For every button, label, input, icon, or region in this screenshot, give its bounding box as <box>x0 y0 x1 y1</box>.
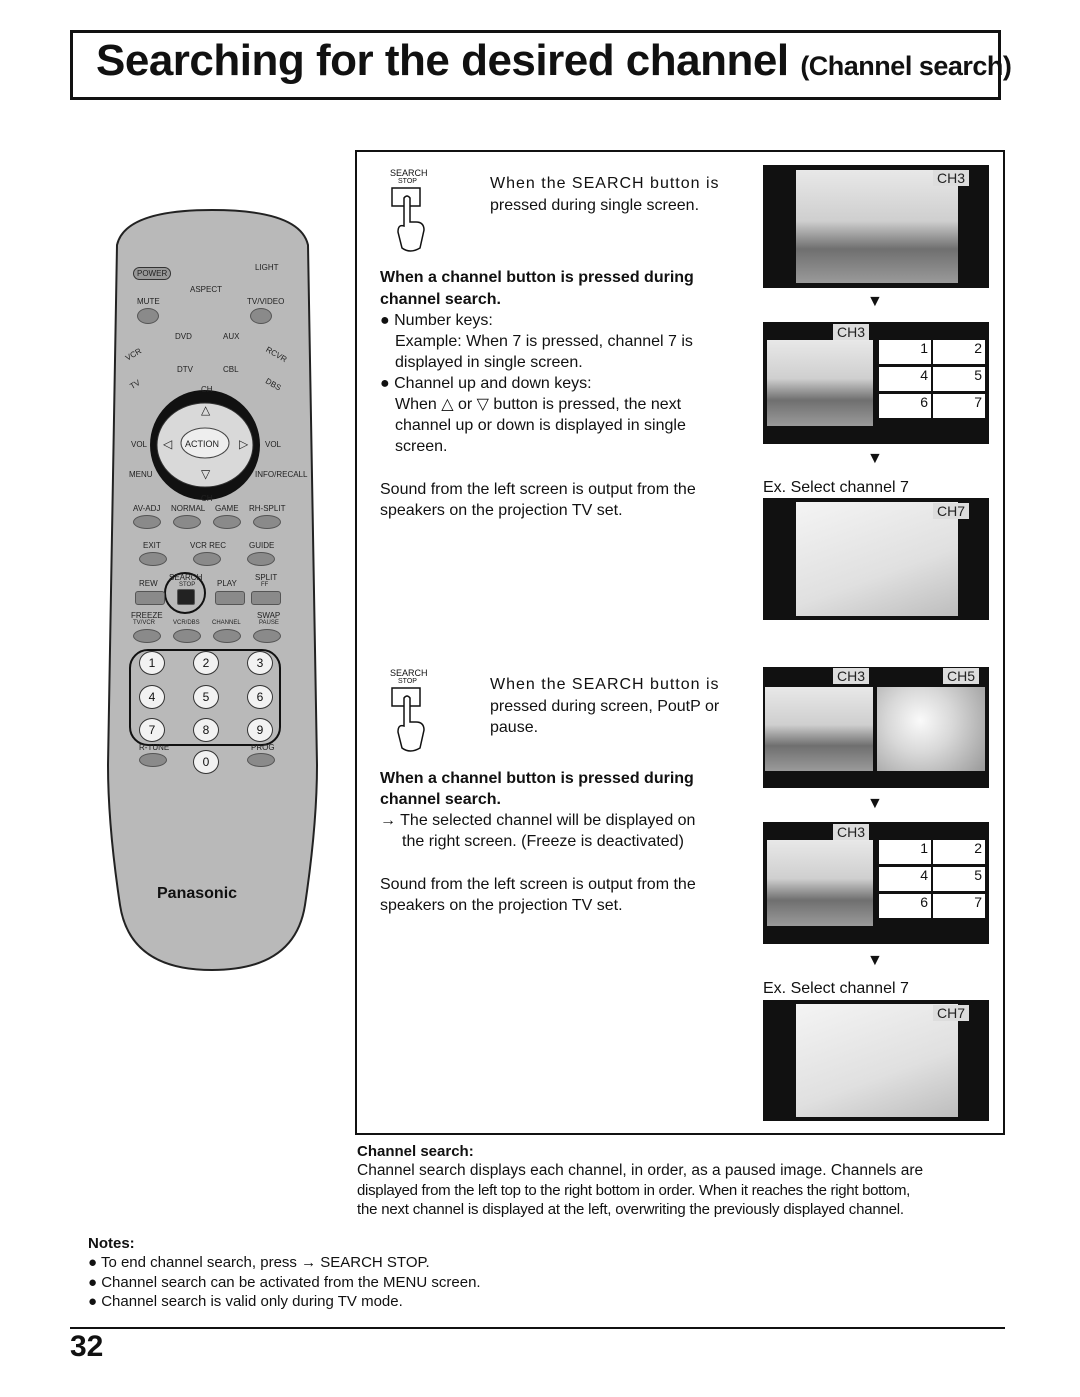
normal-button[interactable] <box>173 515 201 529</box>
s2-heading-line1: When a channel button is pressed during <box>380 770 694 787</box>
ch-down-label: CH <box>201 494 213 503</box>
vol-left-label: VOL <box>131 440 148 449</box>
tv-video-label: TV/VIDEO <box>247 297 285 306</box>
grid-cell-4: 4 <box>879 367 931 391</box>
s2-screen2-ch-label: CH3 <box>833 824 869 840</box>
prog-button[interactable] <box>247 753 275 767</box>
dome-image-small <box>767 840 873 926</box>
rh-split-button[interactable] <box>253 515 281 529</box>
swap-label: SWAP <box>257 611 281 620</box>
grid-cell-1: 1 <box>879 840 931 864</box>
stop-label: STOP <box>179 582 196 588</box>
finger-press-icon <box>390 686 430 756</box>
s2-intro-line3: pause. <box>490 719 539 736</box>
rcvr-button[interactable]: RCVR <box>264 344 289 365</box>
num-5-button[interactable]: 5 <box>193 685 219 709</box>
footer-divider <box>70 1327 1005 1329</box>
s2-sound-line2: speakers on the projection TV set. <box>380 897 623 914</box>
brand-logo: Panasonic <box>157 885 238 902</box>
note-item: ● Channel search is valid only during TV mode. <box>88 1293 403 1310</box>
r-tune-button[interactable] <box>139 753 167 767</box>
s2-screen-result <box>763 1000 989 1121</box>
s1-sound-line1: Sound from the left screen is output from the <box>380 481 696 498</box>
page-number: 32 <box>70 1330 104 1363</box>
s2-select-caption: Ex. Select channel 7 <box>763 980 909 997</box>
guide-button[interactable] <box>247 552 275 566</box>
num-8-button[interactable]: 8 <box>193 718 219 742</box>
aux-button[interactable]: AUX <box>223 332 240 341</box>
football-image <box>796 502 958 616</box>
game-button[interactable] <box>213 515 241 529</box>
s2-heading-line2: channel search. <box>380 791 501 808</box>
s2-screen-split <box>763 667 989 788</box>
vcr-rec-button[interactable] <box>193 552 221 566</box>
s1-screen1-ch-label: CH3 <box>933 170 969 186</box>
title-sub-text: (Channel search) <box>800 51 1012 81</box>
ch-down-arrow-icon[interactable]: ▽ <box>201 467 211 481</box>
s1-heading-line2: channel search. <box>380 291 501 308</box>
grid-cell-5: 5 <box>933 867 985 891</box>
split-label: SPLIT <box>255 573 278 582</box>
tv-vcr-label: TV/VCR <box>133 620 156 626</box>
guide-label: GUIDE <box>249 541 275 550</box>
down-arrow-icon: ▼ <box>867 795 883 812</box>
remote-body <box>105 205 320 975</box>
dbs-button[interactable]: DBS <box>263 376 283 393</box>
grid-cell-7: 7 <box>933 894 985 918</box>
freeze-button[interactable] <box>133 629 161 643</box>
note-item: ● Channel search can be activated from the MENU screen. <box>88 1274 481 1291</box>
channel-search-line3: the next channel is displayed at the left, overwriting the previously displayed channel. <box>357 1201 904 1218</box>
s1-sound-line2: speakers on the projection TV set. <box>380 502 623 519</box>
freeze-label: FREEZE <box>131 611 163 620</box>
num-3-button[interactable]: 3 <box>247 651 273 675</box>
ff-button[interactable] <box>251 591 281 605</box>
s1-intro-line2: pressed during single screen. <box>490 197 700 214</box>
s2-arrow-line2: the right screen. (Freeze is deactivated) <box>402 833 684 850</box>
vol-right-label: VOL <box>265 440 282 449</box>
swap-button[interactable] <box>253 629 281 643</box>
num-2-button[interactable]: 2 <box>193 651 219 675</box>
vcr-button[interactable]: VCR <box>123 346 144 363</box>
recall-label[interactable]: INFO/RECALL <box>255 470 308 479</box>
search-button-illustration-2 <box>390 668 450 758</box>
s1-bullet-up-down: ● Channel up and down keys: <box>380 375 592 392</box>
channel-search-line1: Channel search displays each channel, in order, as a paused image. Channels are <box>357 1162 924 1179</box>
finger-press-icon <box>390 186 430 256</box>
search-button-illustration-1 <box>390 168 450 258</box>
channel-search-heading: Channel search: <box>357 1143 474 1160</box>
vol-up-arrow-icon[interactable]: ▷ <box>239 437 249 451</box>
grid-cell-7: 7 <box>933 394 985 418</box>
dome-image-small <box>767 340 873 426</box>
down-arrow-icon: ▼ <box>867 450 883 467</box>
num-1-button[interactable]: 1 <box>139 651 165 675</box>
play-label: PLAY <box>217 579 237 588</box>
num-6-button[interactable]: 6 <box>247 685 273 709</box>
grid-cell-2: 2 <box>933 340 985 364</box>
s1-updown-line3: screen. <box>395 438 448 455</box>
game-label: GAME <box>215 504 239 513</box>
pause-label: PAUSE <box>259 620 279 626</box>
s1-screen2-ch-label: CH3 <box>833 324 869 340</box>
r-tune-label: R-TUNE <box>139 743 170 752</box>
exit-label: EXIT <box>143 541 161 550</box>
grid-cell-6: 6 <box>879 894 931 918</box>
vcr-rec-label: VCR REC <box>190 541 227 550</box>
s2-screen1-right-ch-label: CH5 <box>943 668 979 684</box>
search-label: SEARCH <box>169 573 203 582</box>
ch-up-arrow-icon[interactable]: △ <box>201 403 211 417</box>
menu-label[interactable]: MENU <box>129 470 153 479</box>
rew-button[interactable] <box>135 591 165 605</box>
grid-cell-1: 1 <box>879 340 931 364</box>
flower-image <box>877 687 985 771</box>
s1-heading-line1: When a channel button is pressed during <box>380 269 694 286</box>
s1-screen3-ch-label: CH7 <box>933 503 969 519</box>
tv-video-button[interactable] <box>250 308 272 324</box>
note-item: ● To end channel search, press → SEARCH STOP. <box>88 1254 430 1271</box>
num-4-button[interactable]: 4 <box>139 685 165 709</box>
s1-bullet-number-keys: ● Number keys: <box>380 312 493 329</box>
search-btn-sub-1: STOP <box>398 178 417 185</box>
s2-intro-line2: pressed during screen, PoutP or <box>490 698 720 715</box>
down-arrow-icon: ▼ <box>867 952 883 969</box>
num-9-button[interactable]: 9 <box>247 718 273 742</box>
dtv-button[interactable]: DTV <box>177 365 193 374</box>
av-adj-label: AV-ADJ <box>133 504 161 513</box>
dome-image-split <box>765 687 873 771</box>
action-button[interactable]: ACTION <box>185 439 220 449</box>
s2-screen-multi <box>763 822 989 944</box>
exit-button[interactable] <box>139 552 167 566</box>
remote-control <box>105 205 320 975</box>
s2-intro-line1: When the SEARCH button is <box>490 676 720 693</box>
play-button[interactable] <box>215 591 245 605</box>
title-main-text: Searching for the desired channel <box>96 36 789 85</box>
av-adj-button[interactable] <box>133 515 161 529</box>
s1-updown-line2: channel up or down is displayed in single <box>395 417 686 434</box>
s1-example-line2: displayed in single screen. <box>395 354 583 371</box>
channel-search-line2: displayed from the left top to the right bottom in order. When it reaches the right bottom, <box>357 1182 911 1199</box>
grid-cell-6: 6 <box>879 394 931 418</box>
search-btn-label-2: SEARCH <box>390 668 428 678</box>
s1-select-caption: Ex. Select channel 7 <box>763 479 909 496</box>
grid-cell-4: 4 <box>879 867 931 891</box>
search-btn-label-1: SEARCH <box>390 168 428 178</box>
page-title <box>96 36 1011 86</box>
rew-label: REW <box>139 579 158 588</box>
s2-screen3-ch-label: CH7 <box>933 1005 969 1021</box>
s1-screen-result <box>763 498 989 620</box>
light-label: LIGHT <box>255 263 279 272</box>
normal-label: NORMAL <box>171 504 206 513</box>
aspect-label: ASPECT <box>190 285 223 294</box>
s1-screen-single <box>763 165 989 288</box>
ch-up-label: CH <box>201 385 213 394</box>
channel-label: CHANNEL <box>212 620 241 626</box>
tv-button[interactable]: TV <box>128 378 142 391</box>
mute-label: MUTE <box>137 297 160 306</box>
s2-arrow-line1: → The selected channel will be displayed on <box>380 812 696 829</box>
s1-example-line1: Example: When 7 is pressed, channel 7 is <box>395 333 693 350</box>
s2-sound-line1: Sound from the left screen is output from the <box>380 876 696 893</box>
rh-split-label: RH-SPLIT <box>249 504 286 513</box>
s1-updown-line1: When △ or ▽ button is pressed, the next <box>395 396 682 413</box>
down-arrow-icon: ▼ <box>867 293 883 310</box>
num-0-button[interactable]: 0 <box>193 750 219 774</box>
search-btn-sub-2: STOP <box>398 678 417 685</box>
vol-down-arrow-icon[interactable]: ◁ <box>163 437 173 451</box>
cbl-button[interactable]: CBL <box>223 365 239 374</box>
vcr-dbs-button[interactable] <box>173 629 201 643</box>
s1-intro-line1: When the SEARCH button is <box>490 175 720 192</box>
search-stop-button[interactable] <box>177 589 195 605</box>
power-button[interactable]: POWER <box>133 267 171 280</box>
mute-button[interactable] <box>137 308 159 324</box>
grid-cell-5: 5 <box>933 367 985 391</box>
notes-heading: Notes: <box>88 1235 135 1252</box>
dome-image <box>796 170 958 283</box>
s1-screen-multi <box>763 322 989 444</box>
s2-screen1-left-ch-label: CH3 <box>833 668 869 684</box>
grid-cell-2: 2 <box>933 840 985 864</box>
vcr-dbs-label: VCR/DBS <box>173 620 200 626</box>
prog-label: PROG <box>251 743 275 752</box>
channel-button[interactable] <box>213 629 241 643</box>
dvd-button[interactable]: DVD <box>175 332 192 341</box>
num-7-button[interactable]: 7 <box>139 718 165 742</box>
ff-label: FF <box>261 582 269 588</box>
